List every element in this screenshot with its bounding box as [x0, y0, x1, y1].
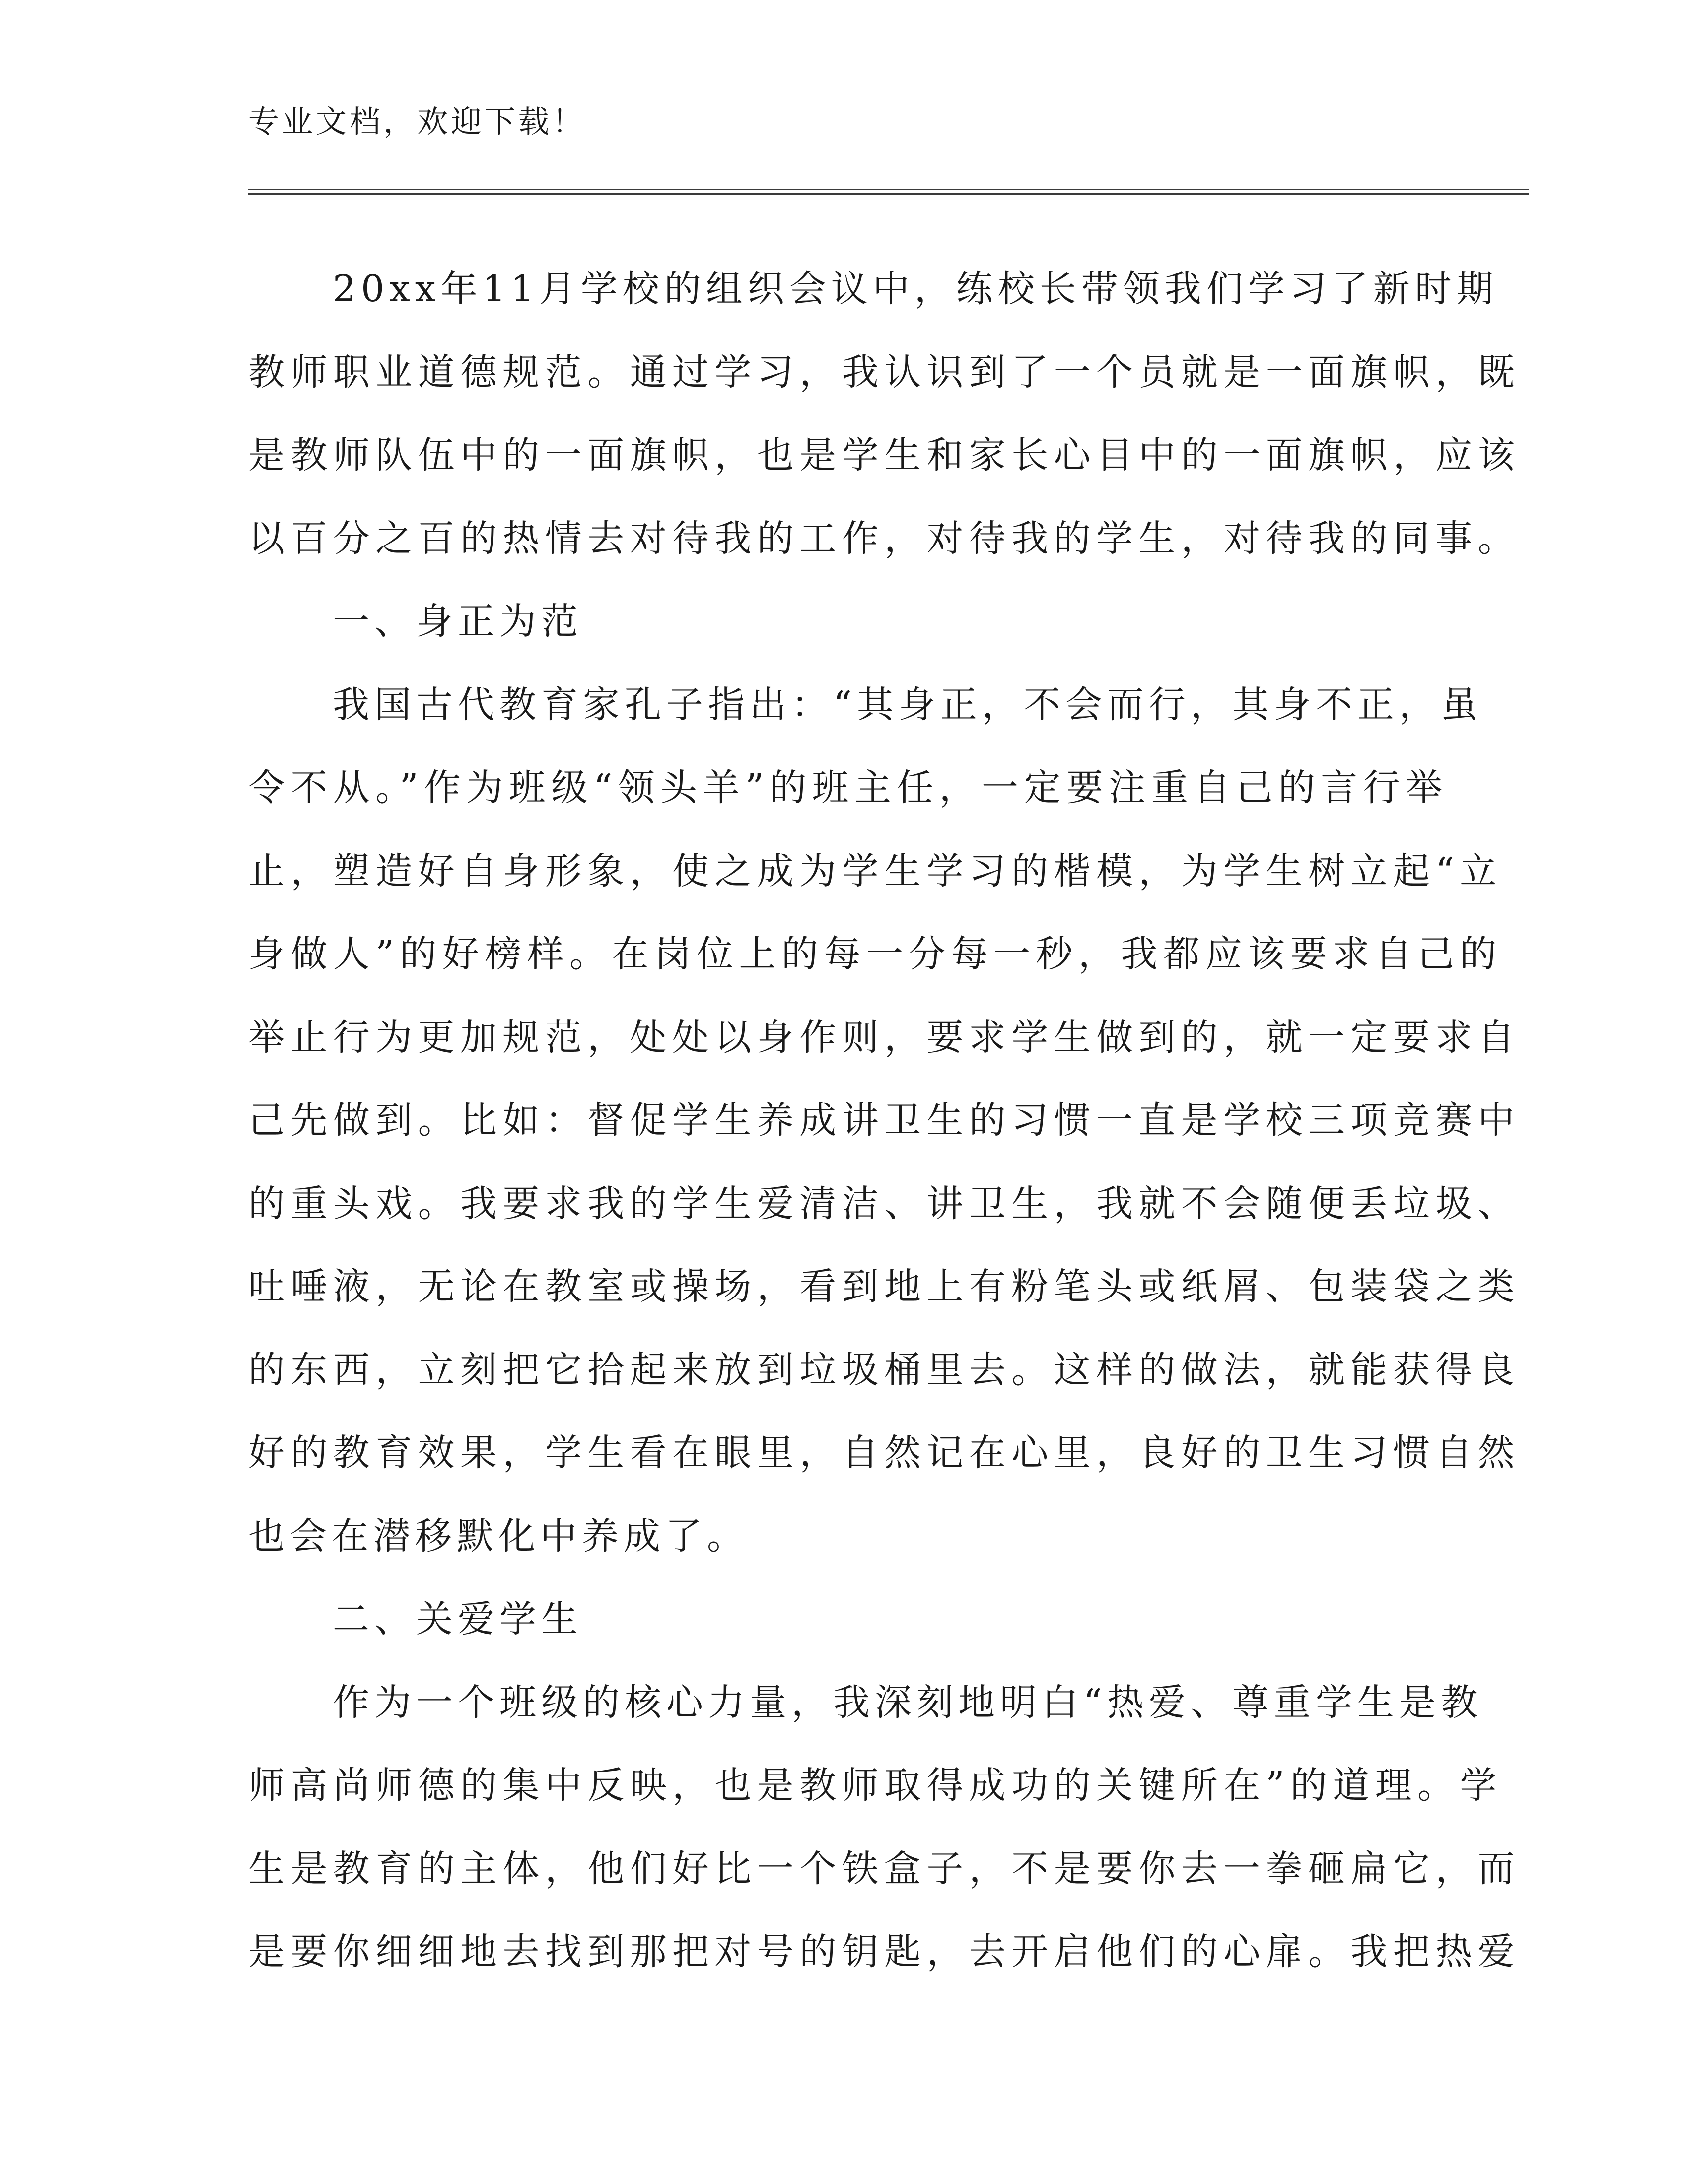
paragraph-section2-line: 是要你细细地去找到那把对号的钥匙，去开启他们的心扉。我把热爱 — [248, 1930, 1520, 1973]
paragraph-section1-line: 令不从。”作为班级“领头羊”的班主任，一定要注重自己的言行举 — [248, 766, 1448, 809]
section-heading-1: 一、身正为范 — [333, 600, 583, 643]
document-body — [248, 259, 1520, 2005]
paragraph-section1-line: 身做人”的好榜样。在岗位上的每一分每一秒，我都应该要求自己的 — [248, 933, 1502, 975]
paragraph-intro-line: 以百分之百的热情去对待我的工作，对待我的学生，对待我的同事。 — [248, 517, 1520, 560]
paragraph-intro-line: 20xx年11月学校的组织会议中，练校长带领我们学习了新时期 — [333, 268, 1498, 310]
paragraph-section1-line: 己先做到。比如：督促学生养成讲卫生的习惯一直是学校三项竞赛中 — [248, 1099, 1520, 1142]
paragraph-section1-line: 吐唾液，无论在教室或操场，看到地上有粉笔头或纸屑、包装袋之类 — [248, 1265, 1520, 1308]
paragraph-section1-line: 的东西，立刻把它拾起来放到垃圾桶里去。这样的做法，就能获得良 — [248, 1348, 1520, 1391]
page-header: 专业文档，欢迎下载！ — [248, 103, 586, 139]
paragraph-section1-line: 止，塑造好自身形象，使之成为学生学习的楷模，为学生树立起“立 — [248, 849, 1502, 892]
paragraph-intro-line: 是教师队伍中的一面旗帜，也是学生和家长心目中的一面旗帜，应该 — [248, 434, 1520, 477]
paragraph-section2-line: 作为一个班级的核心力量，我深刻地明白“热爱、尊重学生是教 — [333, 1681, 1482, 1724]
paragraph-intro-line: 教师职业道德规范。通过学习，我认识到了一个员就是一面旗帜，既 — [248, 350, 1520, 394]
paragraph-section1-line: 的重头戏。我要求我的学生爱清洁、讲卫生，我就不会随便丢垃圾、 — [248, 1182, 1520, 1225]
paragraph-section2-line: 生是教育的主体，他们好比一个铁盒子，不是要你去一拳砸扁它，而 — [248, 1847, 1520, 1890]
paragraph-section2-line: 师高尚师德的集中反映，也是教师取得成功的关键所在”的道理。学 — [248, 1764, 1502, 1807]
section-heading-2: 二、关爱学生 — [333, 1598, 583, 1640]
header-double-rule — [248, 189, 1529, 195]
paragraph-section1-line: 举止行为更加规范，处处以身作则，要求学生做到的，就一定要求自 — [248, 1016, 1520, 1059]
header-rule-bottom — [248, 193, 1529, 195]
paragraph-section1-line: 好的教育效果，学生看在眼里，自然记在心里，良好的卫生习惯自然 — [248, 1432, 1520, 1474]
paragraph-section1-line: 也会在潜移默化中养成了。 — [248, 1514, 749, 1558]
paragraph-section1-line: 我国古代教育家孔子指出：“其身正，不会而行，其身不正，虽 — [333, 683, 1482, 726]
header-rule-top — [248, 189, 1529, 190]
